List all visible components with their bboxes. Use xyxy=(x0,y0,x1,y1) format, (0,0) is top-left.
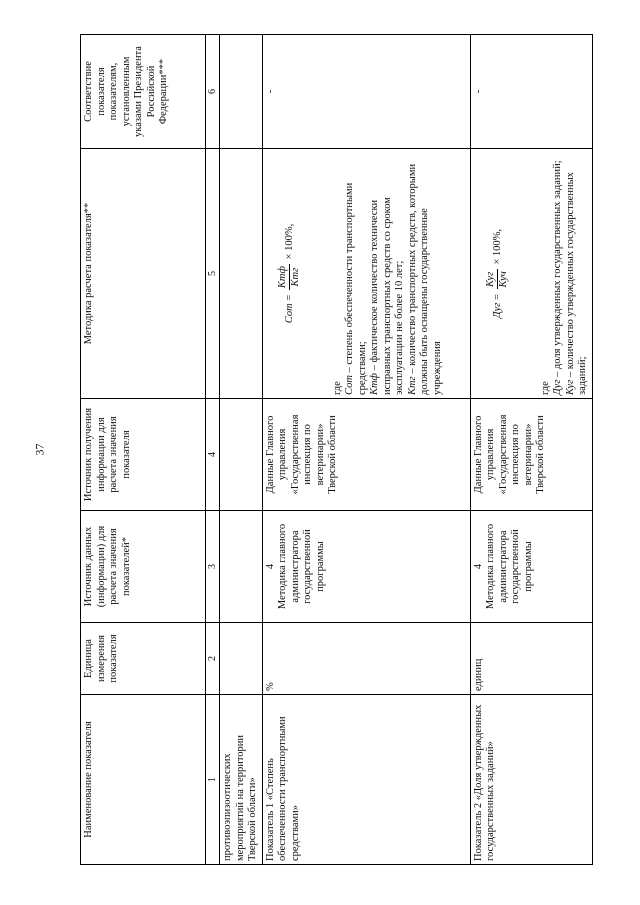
formula-definition xyxy=(407,152,445,395)
formula-tail: × 100% xyxy=(283,226,295,260)
data-source-description: Методика главного администратора государственной программы xyxy=(485,523,534,610)
col-number: 2 xyxy=(206,623,220,695)
table-row-indicator-2 xyxy=(470,35,592,865)
formula-tail: × 100% xyxy=(491,231,503,265)
info-source: Данные Главного управления «Государственная инспекция по ветеринарии» Тверской области xyxy=(470,399,592,511)
indicator-name: Показатель 1 «Степень обеспеченности транспортными средствами» xyxy=(262,695,470,865)
definition-text: – степень обеспеченности транспортными средствами; xyxy=(344,182,368,395)
col-number: 6 xyxy=(206,35,220,149)
data-source-cell xyxy=(262,511,470,623)
formula-definition xyxy=(369,152,407,395)
formula-lhs: Дуг xyxy=(491,302,503,319)
data-source-code: 4 xyxy=(264,563,276,570)
formula-numerator: Куг xyxy=(485,269,498,289)
data-source-code: 4 xyxy=(472,563,484,570)
indicator-unit: единиц xyxy=(470,623,592,695)
method-cell xyxy=(262,149,470,399)
formula-denominator: Куч xyxy=(497,271,509,288)
indicator-name-continuation: противоэпизоотических мероприятий на территории Тверской области» xyxy=(220,695,263,865)
data-source-description: Методика главного администратора государственной программы xyxy=(277,523,326,610)
header-info-source: Источник получения информации для расчета значения показателя xyxy=(81,399,206,511)
formula-end: , xyxy=(491,228,503,232)
formula-fraction xyxy=(277,264,302,290)
header-data-source: Источник данных (информации) для расчета значения показателей* xyxy=(81,511,206,623)
definition-symbol: Ктг xyxy=(406,376,418,395)
page-number: 37 xyxy=(32,443,47,456)
definition-symbol: Куг xyxy=(564,379,576,395)
formula-definition xyxy=(565,152,590,395)
formula-fraction xyxy=(485,269,510,289)
definition-text: – количество утвержденных государственных заданий; xyxy=(564,172,588,395)
definition-symbol: Сот xyxy=(344,375,355,395)
column-number-row xyxy=(206,35,220,865)
data-source-cell xyxy=(470,511,592,623)
indicator-unit: % xyxy=(262,623,470,695)
definition-text: – доля утвержденных государственных заданий; xyxy=(552,160,563,380)
col-number: 1 xyxy=(206,695,220,865)
header-row xyxy=(81,35,206,865)
indicators-table xyxy=(80,34,593,865)
table-row-indicator-1 xyxy=(262,35,470,865)
formula-where: где xyxy=(331,381,343,395)
formula-definition xyxy=(552,152,565,395)
formula-lhs: Сот xyxy=(283,303,295,324)
header-unit: Единица измерения показателя xyxy=(81,623,206,695)
table-row-continuation xyxy=(220,35,263,865)
info-source: Данные Главного управления «Государственная инспекция по ветеринарии» Тверской области xyxy=(262,399,470,511)
indicator-name: Показатель 2 «Доля утвержденных государственных заданий» xyxy=(470,695,592,865)
header-compliance: Соответствие показателя показателям, установленным указами Президента Российской Федерации*** xyxy=(81,35,206,149)
formula-end: , xyxy=(283,223,295,227)
compliance: - xyxy=(262,35,470,149)
method-cell xyxy=(470,149,592,399)
formula: Сот = Ктф Ктг × 100%, xyxy=(276,223,301,324)
formula-numerator: Ктф xyxy=(276,266,288,289)
formula: Дуг = Куг Куч × 100%, xyxy=(484,228,509,319)
formula-where: где xyxy=(539,381,551,395)
header-name: Наименование показателя xyxy=(81,695,206,865)
compliance: - xyxy=(470,35,592,149)
col-number: 4 xyxy=(206,399,220,511)
col-number: 3 xyxy=(206,511,220,623)
definition-text: – количество транспортных средств, которыми должны быть оснащены государственные учреждения xyxy=(406,163,443,395)
header-method: Методика расчета показателя** xyxy=(81,149,206,399)
formula-denominator: Ктг xyxy=(289,267,301,287)
col-number: 5 xyxy=(206,149,220,399)
rotated-table-wrapper xyxy=(80,35,630,865)
definition-symbol: Дуг xyxy=(552,379,563,395)
definition-text: – фактическое количество технически исправных транспортных средств со сроком эксплуатации не более 10 лет; xyxy=(369,197,405,395)
definition-symbol: Ктф xyxy=(369,372,380,395)
formula-definition xyxy=(344,152,369,395)
